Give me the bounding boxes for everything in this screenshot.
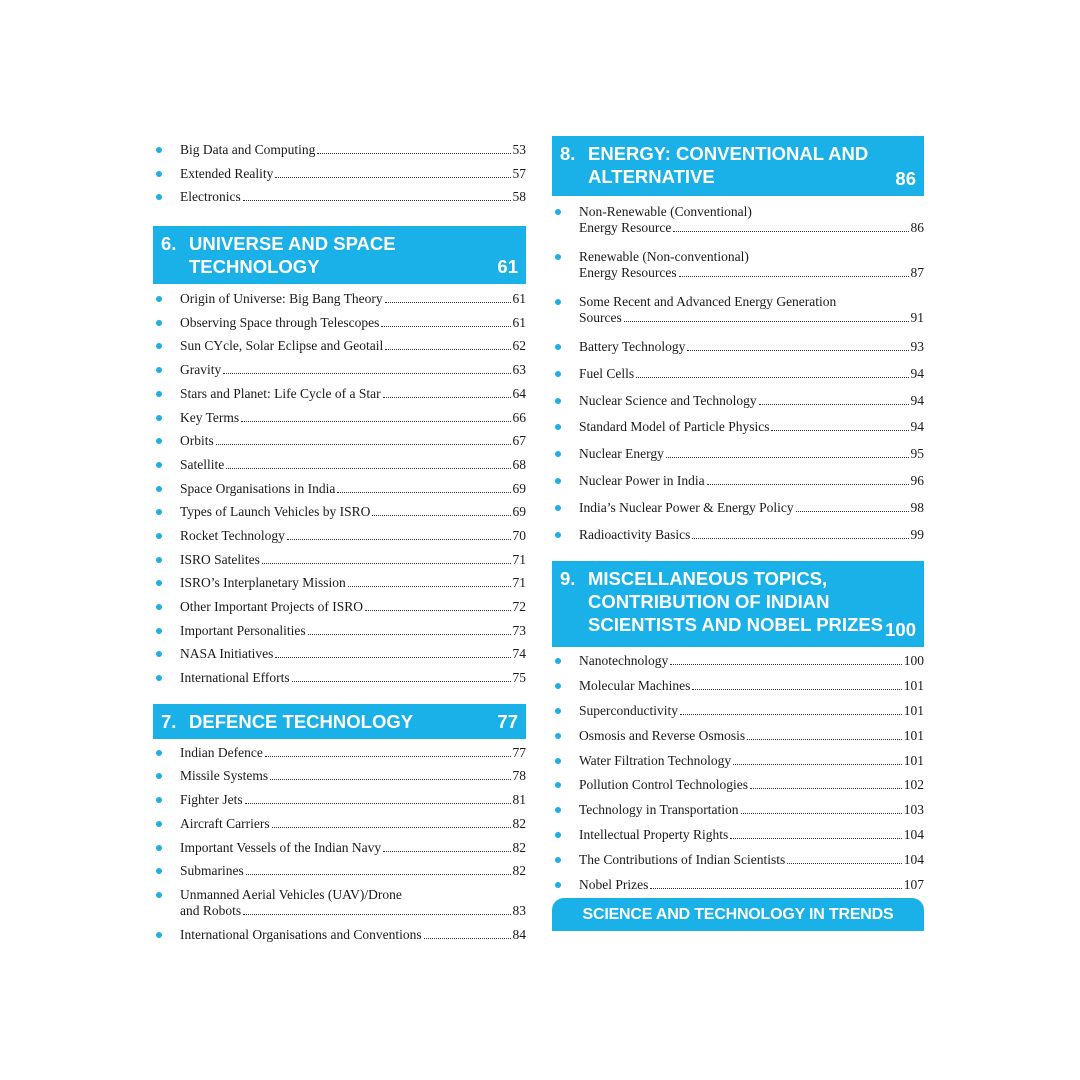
dot-leader bbox=[733, 764, 902, 765]
dot-leader bbox=[666, 457, 909, 458]
entry-page: 101 bbox=[903, 727, 924, 743]
toc-entry[interactable] bbox=[552, 419, 924, 446]
bullet-icon bbox=[555, 683, 561, 689]
entry-title: Submarines bbox=[180, 863, 244, 879]
toc-entry[interactable] bbox=[153, 745, 526, 769]
entry-title-cont: Energy Resources bbox=[579, 265, 677, 280]
bullet-icon bbox=[555, 733, 561, 739]
entry-page: 69 bbox=[512, 480, 526, 496]
section-page: 86 bbox=[895, 168, 916, 189]
entry-title: Sun CYcle, Solar Eclipse and Geotail bbox=[180, 338, 384, 354]
section-7-header[interactable] bbox=[153, 704, 526, 739]
section-number: 9. bbox=[560, 568, 576, 590]
bullet-icon bbox=[156, 147, 162, 153]
bullet-icon bbox=[555, 299, 561, 305]
entry-title: NASA Initiatives bbox=[180, 646, 274, 662]
bullet-icon bbox=[555, 478, 561, 484]
entry-page: 61 bbox=[512, 314, 526, 330]
bullet-icon bbox=[156, 171, 162, 177]
entry-page: 77 bbox=[512, 744, 526, 760]
entry-title: Extended Reality bbox=[180, 165, 274, 181]
entry-title: Space Organisations in India bbox=[180, 480, 336, 496]
entry-title: International Efforts bbox=[180, 670, 290, 686]
dot-leader bbox=[348, 586, 511, 587]
bullet-icon bbox=[555, 758, 561, 764]
toc-entry[interactable] bbox=[153, 362, 526, 386]
top-list bbox=[153, 142, 526, 213]
dot-leader bbox=[287, 539, 511, 540]
dot-leader bbox=[687, 350, 908, 351]
bullet-icon bbox=[555, 424, 561, 430]
entry-page: 100 bbox=[903, 653, 924, 669]
dot-leader bbox=[275, 657, 510, 658]
toc-entry[interactable] bbox=[153, 142, 526, 166]
toc-entry[interactable] bbox=[153, 433, 526, 457]
entry-page: 107 bbox=[903, 876, 924, 892]
dot-leader bbox=[385, 302, 511, 303]
entry-page: 70 bbox=[512, 527, 526, 543]
section-number: 8. bbox=[560, 143, 576, 164]
entry-title: Aircraft Carriers bbox=[180, 815, 270, 831]
bullet-icon bbox=[156, 604, 162, 610]
section-number: 7. bbox=[161, 710, 177, 732]
entry-title: Electronics bbox=[180, 189, 241, 205]
dot-leader bbox=[796, 511, 909, 512]
entry-page: 62 bbox=[512, 338, 526, 354]
toc-entry[interactable] bbox=[153, 386, 526, 410]
entry-title: Orbits bbox=[180, 433, 214, 449]
entry-page: 83 bbox=[512, 902, 526, 918]
section-page: 61 bbox=[497, 256, 518, 278]
toc-entry[interactable] bbox=[552, 527, 924, 554]
bullet-icon bbox=[555, 832, 561, 838]
bullet-icon bbox=[555, 857, 561, 863]
entry-title: Stars and Planet: Life Cycle of a Star bbox=[180, 385, 381, 401]
dot-leader bbox=[262, 563, 511, 564]
entry-title: Pollution Control Technologies bbox=[579, 777, 749, 793]
entry-page: 73 bbox=[512, 622, 526, 638]
entry-title: Water Filtration Technology bbox=[579, 752, 732, 768]
dot-leader bbox=[692, 689, 901, 690]
entry-title: Superconductivity bbox=[579, 702, 678, 718]
entry-page: 94 bbox=[910, 392, 924, 408]
entry-page: 82 bbox=[512, 863, 526, 879]
entry-title: Some Recent and Advanced Energy Generation bbox=[579, 294, 837, 309]
dot-leader bbox=[243, 200, 511, 201]
bullet-icon bbox=[555, 344, 561, 350]
bullet-icon bbox=[555, 398, 561, 404]
toc-entry[interactable] bbox=[153, 166, 526, 190]
entry-page: 96 bbox=[910, 472, 924, 488]
toc-entry[interactable] bbox=[153, 599, 526, 623]
entry-title: Observing Space through Telescopes bbox=[180, 314, 380, 330]
toc-entry[interactable] bbox=[552, 777, 924, 802]
bullet-icon bbox=[156, 509, 162, 515]
section-7-list bbox=[153, 745, 526, 951]
bullet-icon bbox=[156, 391, 162, 397]
bullet-icon bbox=[156, 868, 162, 874]
bullet-icon bbox=[156, 557, 162, 563]
dot-leader bbox=[245, 803, 511, 804]
toc-entry[interactable] bbox=[153, 481, 526, 505]
entry-page: 81 bbox=[512, 792, 526, 808]
entry-page: 95 bbox=[910, 446, 924, 462]
entry-title: India’s Nuclear Power & Energy Policy bbox=[579, 499, 794, 515]
dot-leader bbox=[771, 430, 908, 431]
bullet-icon bbox=[555, 371, 561, 377]
dot-leader bbox=[624, 321, 909, 322]
toc-entry[interactable] bbox=[153, 504, 526, 528]
dot-leader bbox=[308, 634, 511, 635]
toc-entry[interactable] bbox=[153, 792, 526, 816]
section-title-line: CONTRIBUTION OF INDIAN bbox=[588, 591, 830, 613]
section-6-header[interactable] bbox=[153, 226, 526, 284]
entry-page: 57 bbox=[512, 165, 526, 181]
entry-title: Important Vessels of the Indian Navy bbox=[180, 839, 382, 855]
entry-title-cont: Energy Resource bbox=[579, 220, 672, 235]
entry-title: ISRO Satelites bbox=[180, 551, 260, 567]
bullet-icon bbox=[555, 532, 561, 538]
dot-leader bbox=[707, 484, 909, 485]
entry-title: Standard Model of Particle Physics bbox=[579, 419, 770, 435]
entry-page: 69 bbox=[512, 504, 526, 520]
bullet-icon bbox=[156, 675, 162, 681]
bullet-icon bbox=[156, 580, 162, 586]
right-column bbox=[552, 136, 924, 901]
bullet-icon bbox=[555, 882, 561, 888]
trends-banner[interactable]: SCIENCE AND TECHNOLOGY IN TRENDS bbox=[552, 898, 924, 931]
section-title-line: UNIVERSE AND SPACE bbox=[189, 233, 396, 255]
toc-entry[interactable] bbox=[552, 249, 924, 294]
entry-page: 84 bbox=[512, 926, 526, 942]
toc-entry[interactable] bbox=[153, 528, 526, 552]
dot-leader bbox=[673, 231, 908, 232]
entry-title-cont: Sources bbox=[579, 310, 622, 325]
entry-title: Radioactivity Basics bbox=[579, 526, 691, 542]
dot-leader bbox=[650, 888, 901, 889]
bullet-icon bbox=[156, 533, 162, 539]
bullet-icon bbox=[156, 892, 162, 898]
dot-leader bbox=[241, 421, 510, 422]
dot-leader bbox=[787, 863, 902, 864]
bullet-icon bbox=[156, 651, 162, 657]
bullet-icon bbox=[555, 807, 561, 813]
bullet-icon bbox=[156, 320, 162, 326]
toc-entry[interactable] bbox=[552, 852, 924, 877]
entry-page: 103 bbox=[903, 802, 924, 818]
toc-entry[interactable] bbox=[153, 840, 526, 864]
dot-leader bbox=[750, 788, 902, 789]
dot-leader bbox=[670, 664, 902, 665]
dot-leader bbox=[636, 377, 908, 378]
entry-title: Satellite bbox=[180, 456, 225, 472]
dot-leader bbox=[730, 838, 902, 839]
toc-entry[interactable] bbox=[552, 446, 924, 473]
entry-page: 99 bbox=[910, 526, 924, 542]
dot-leader bbox=[317, 153, 510, 154]
entry-page: 71 bbox=[512, 575, 526, 591]
entry-title: Nobel Prizes bbox=[579, 876, 649, 892]
dot-leader bbox=[679, 276, 909, 277]
dot-leader bbox=[246, 874, 511, 875]
entry-page: 94 bbox=[910, 419, 924, 435]
dot-leader bbox=[265, 756, 511, 757]
section-8-list bbox=[552, 204, 924, 553]
toc-entry[interactable] bbox=[552, 703, 924, 728]
dot-leader bbox=[680, 714, 902, 715]
toc-entry[interactable] bbox=[153, 887, 526, 927]
entry-title: Nuclear Power in India bbox=[579, 472, 705, 488]
entry-page: 104 bbox=[903, 851, 924, 867]
section-title-line: DEFENCE TECHNOLOGY bbox=[189, 710, 414, 732]
dot-leader bbox=[243, 914, 510, 915]
bullet-icon bbox=[156, 932, 162, 938]
toc-entry[interactable] bbox=[552, 339, 924, 366]
entry-title: Unmanned Aerial Vehicles (UAV)/Drone bbox=[180, 886, 402, 902]
toc-entry[interactable] bbox=[153, 552, 526, 576]
dot-leader bbox=[747, 739, 902, 740]
entry-page: 86 bbox=[910, 220, 924, 235]
bullet-icon bbox=[156, 462, 162, 468]
bullet-icon bbox=[555, 209, 561, 215]
toc-entry[interactable] bbox=[153, 670, 526, 694]
section-title-line: TECHNOLOGY bbox=[189, 256, 320, 278]
toc-entry[interactable] bbox=[552, 393, 924, 420]
entry-page: 101 bbox=[903, 752, 924, 768]
bullet-icon bbox=[156, 750, 162, 756]
toc-entry[interactable] bbox=[552, 753, 924, 778]
bullet-icon bbox=[156, 773, 162, 779]
bullet-icon bbox=[156, 438, 162, 444]
toc-entry[interactable] bbox=[153, 291, 526, 315]
section-page: 77 bbox=[497, 710, 518, 732]
toc-entry[interactable] bbox=[153, 410, 526, 434]
bullet-icon bbox=[156, 628, 162, 634]
dot-leader bbox=[424, 938, 511, 939]
toc-entry[interactable] bbox=[552, 473, 924, 500]
section-title-line: MISCELLANEOUS TOPICS, bbox=[588, 568, 828, 590]
bullet-icon bbox=[555, 254, 561, 260]
dot-leader bbox=[372, 515, 510, 516]
toc-entry[interactable] bbox=[552, 802, 924, 827]
toc-entry[interactable] bbox=[153, 457, 526, 481]
toc-entry[interactable] bbox=[552, 678, 924, 703]
section-number: 6. bbox=[161, 233, 177, 255]
entry-title: Nanotechnology bbox=[579, 653, 669, 669]
dot-leader bbox=[223, 373, 510, 374]
section-9-header[interactable] bbox=[552, 561, 924, 647]
entry-title: Non-Renewable (Conventional) bbox=[579, 204, 752, 219]
section-page: 100 bbox=[885, 619, 916, 641]
entry-page: 66 bbox=[512, 409, 526, 425]
entry-page: 104 bbox=[903, 826, 924, 842]
toc-entry[interactable] bbox=[153, 927, 526, 951]
entry-page: 75 bbox=[512, 670, 526, 686]
dot-leader bbox=[383, 851, 510, 852]
entry-page: 71 bbox=[512, 551, 526, 567]
entry-page: 53 bbox=[512, 142, 526, 157]
entry-title: Origin of Universe: Big Bang Theory bbox=[180, 291, 383, 307]
section-title-line: SCIENTISTS AND NOBEL PRIZES bbox=[588, 614, 884, 636]
section-title-line: ALTERNATIVE bbox=[588, 166, 715, 187]
dot-leader bbox=[270, 779, 510, 780]
entry-title: Intellectual Property Rights bbox=[579, 826, 729, 842]
entry-title: Nuclear Science and Technology bbox=[579, 392, 757, 408]
toc-entry[interactable] bbox=[552, 728, 924, 753]
section-8-header[interactable] bbox=[552, 136, 924, 196]
entry-title: The Contributions of Indian Scientists bbox=[579, 851, 786, 867]
dot-leader bbox=[226, 468, 510, 469]
dot-leader bbox=[741, 813, 902, 814]
entry-page: 102 bbox=[903, 777, 924, 793]
entry-page: 91 bbox=[910, 310, 924, 325]
entry-title-cont: and Robots bbox=[180, 902, 242, 918]
entry-page: 67 bbox=[512, 433, 526, 449]
dot-leader bbox=[365, 610, 511, 611]
bullet-icon bbox=[156, 845, 162, 851]
entry-page: 82 bbox=[512, 839, 526, 855]
entry-title: Fuel Cells bbox=[579, 365, 635, 381]
toc-entry[interactable] bbox=[552, 294, 924, 339]
bullet-icon bbox=[156, 343, 162, 349]
dot-leader bbox=[337, 492, 510, 493]
bullet-icon bbox=[555, 505, 561, 511]
entry-title: Other Important Projects of ISRO bbox=[180, 599, 363, 614]
entry-title: Osmosis and Reverse Osmosis bbox=[579, 727, 746, 743]
bullet-icon bbox=[555, 782, 561, 788]
section-6-list bbox=[153, 291, 526, 694]
entry-title: Indian Defence bbox=[180, 744, 263, 760]
toc-entry[interactable] bbox=[153, 768, 526, 792]
section-title-line: ENERGY: CONVENTIONAL AND bbox=[588, 143, 869, 164]
toc-entry[interactable] bbox=[552, 653, 924, 678]
bullet-icon bbox=[156, 194, 162, 200]
toc-entry[interactable] bbox=[153, 315, 526, 339]
entry-title: Nuclear Energy bbox=[579, 446, 664, 462]
entry-title: Fighter Jets bbox=[180, 792, 243, 808]
entry-page: 58 bbox=[512, 189, 526, 205]
toc-entry[interactable] bbox=[153, 189, 526, 213]
toc-entry[interactable] bbox=[153, 575, 526, 599]
entry-title: Technology in Transportation bbox=[579, 802, 739, 818]
entry-page: 61 bbox=[512, 291, 526, 307]
toc-entry[interactable] bbox=[552, 366, 924, 393]
entry-page: 74 bbox=[512, 646, 526, 662]
dot-leader bbox=[759, 404, 909, 405]
dot-leader bbox=[692, 538, 908, 539]
toc-entry[interactable] bbox=[153, 863, 526, 887]
entry-title: Types of Launch Vehicles by ISRO bbox=[180, 504, 371, 520]
entry-page: 93 bbox=[910, 339, 924, 354]
toc-entry[interactable] bbox=[552, 204, 924, 249]
entry-title: Battery Technology bbox=[579, 339, 686, 354]
toc-entry[interactable] bbox=[153, 646, 526, 670]
entry-title: Renewable (Non-conventional) bbox=[579, 249, 749, 264]
entry-title: ISRO’s Interplanetary Mission bbox=[180, 575, 346, 591]
dot-leader bbox=[383, 397, 511, 398]
entry-page: 87 bbox=[910, 265, 924, 280]
entry-page: 101 bbox=[903, 702, 924, 718]
entry-page: 78 bbox=[512, 768, 526, 784]
dot-leader bbox=[385, 349, 510, 350]
toc-entry[interactable] bbox=[153, 816, 526, 840]
entry-page: 101 bbox=[903, 678, 924, 694]
bullet-icon bbox=[156, 415, 162, 421]
bullet-icon bbox=[156, 486, 162, 492]
toc-entry[interactable] bbox=[153, 338, 526, 362]
dot-leader bbox=[275, 177, 510, 178]
entry-title: Important Personalities bbox=[180, 622, 306, 638]
bullet-icon bbox=[555, 451, 561, 457]
toc-entry[interactable] bbox=[153, 623, 526, 647]
entry-page: 68 bbox=[512, 456, 526, 472]
dot-leader bbox=[381, 326, 510, 327]
bullet-icon bbox=[555, 658, 561, 664]
bullet-icon bbox=[156, 797, 162, 803]
dot-leader bbox=[216, 444, 511, 445]
section-9-list bbox=[552, 653, 924, 901]
bullet-icon bbox=[156, 296, 162, 302]
entry-title: Rocket Technology bbox=[180, 527, 285, 543]
entry-title: Big Data and Computing bbox=[180, 142, 316, 157]
dot-leader bbox=[292, 681, 511, 682]
toc-entry[interactable] bbox=[552, 500, 924, 527]
left-column bbox=[153, 136, 526, 951]
entry-title: Key Terms bbox=[180, 409, 240, 425]
entry-title: Molecular Machines bbox=[579, 678, 691, 694]
toc-entry[interactable] bbox=[552, 827, 924, 852]
dot-leader bbox=[272, 827, 511, 828]
entry-page: 64 bbox=[512, 385, 526, 401]
entry-page: 72 bbox=[512, 599, 526, 614]
entry-title: International Organisations and Conventions bbox=[180, 926, 422, 942]
entry-page: 82 bbox=[512, 815, 526, 831]
bullet-icon bbox=[156, 367, 162, 373]
bullet-icon bbox=[555, 708, 561, 714]
bullet-icon bbox=[156, 821, 162, 827]
entry-title: Missile Systems bbox=[180, 768, 269, 784]
entry-title: Gravity bbox=[180, 362, 222, 378]
entry-page: 94 bbox=[910, 365, 924, 381]
entry-page: 63 bbox=[512, 362, 526, 378]
entry-page: 98 bbox=[910, 499, 924, 515]
